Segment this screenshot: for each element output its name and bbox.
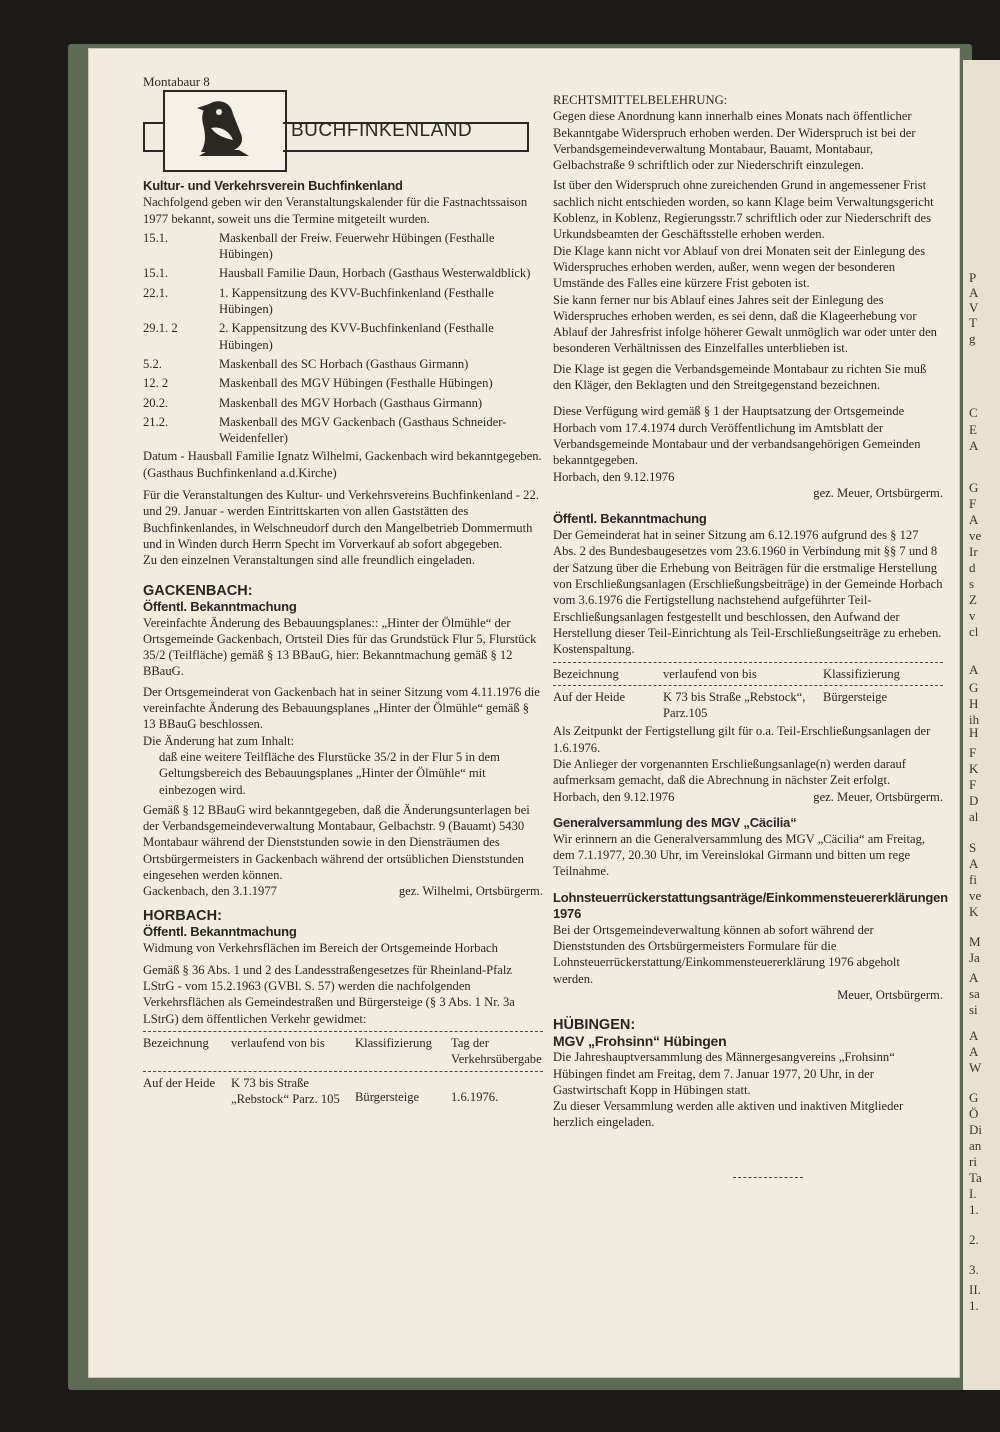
kv-intro: Nachfolgend geben wir den Veranstaltungskalender für die Fastnachtssaison 1977 bekannt, soweit uns die Termine mitgeteilt wurden. — [143, 195, 528, 226]
place-date: Horbach, den 9.12.1976 — [553, 469, 675, 484]
edge-fragment: g — [969, 331, 976, 346]
edge-fragment: A — [969, 662, 979, 677]
left-column — [143, 74, 543, 1107]
kv-datum: Datum - Hausball Familie Ignatz Wilhelmi, Gackenbach wird bekanntgegeben. (Gasthaus Buchfinkenland a.d.Kirche) — [143, 449, 542, 480]
gv-heading: Generalversammlung des MGV „Cäcilia“ — [553, 814, 797, 830]
event-row — [143, 285, 543, 318]
event-list — [143, 230, 543, 447]
table-header-cell: Bezeichnung — [553, 666, 619, 681]
signature-line — [553, 789, 943, 805]
edge-fragment: 2. — [969, 1232, 979, 1247]
rmb-text: Gegen diese Anordnung kann innerhalb eines Monats nach öffentlicher Bekanntgabe Widerspruch erhoben werden. Der Widerspruch ist bei der Verbandsgemeindeverwaltung Montabaur, Bauamt, Montabaur, Gelbachstraße 9 schriftlich oder zur Niederschrift einzulegen. — [553, 109, 916, 173]
edge-fragment: d — [969, 560, 976, 575]
table-header-cell: verlaufend von bis — [663, 666, 757, 681]
signature: Meuer, Ortsbürgerm. — [837, 987, 943, 1002]
edge-fragment: P — [969, 270, 977, 285]
edge-fragment: I. — [969, 1186, 977, 1201]
horbach-text: Widmung von Verkehrsflächen im Bereich der Ortsgemeinde Horbach — [143, 940, 498, 955]
gackenbach-text: Der Ortsgemeinderat von Gackenbach hat in seiner Sitzung vom 4.11.1976 die vereinfachte Änderung des Bebauungsplanes „Hinter der Ölmühle“ gemäß § 13 BBauG beschlossen. — [143, 684, 540, 732]
event-row — [143, 265, 543, 281]
edge-fragment: V — [969, 300, 979, 315]
huebingen-text: Die Jahreshauptversammlung des Männergesangvereins „Frohsinn“ Hübingen findet am Freitag, dem 7. Januar 1977, 20 Uhr, in der Gastwirtschaft Kopp in Hübingen statt. — [553, 1050, 895, 1097]
event-row — [143, 395, 543, 411]
ob-heading: Öffentl. Bekanntmachung — [553, 511, 707, 527]
table-row — [553, 689, 943, 722]
page-header: Montabaur 8 — [143, 74, 210, 89]
gv-text: Wir erinnern an die Generalversammlung des MGV „Cäcilia“ am Freitag, dem 7.1.1977, 20.30 Uhr, im Vereinslokal Girmann und bitten um rege Teilnahme. — [553, 831, 926, 879]
edge-fragment: cl — [969, 624, 979, 639]
rmb-heading: RECHTSMITTELBELEHRUNG: — [553, 93, 728, 107]
place-date: Gackenbach, den 3.1.1977 — [143, 884, 277, 899]
edge-fragment: II. — [969, 1282, 981, 1297]
gackenbach-text: daß eine weitere Teilfläche des Flurstücke 35/2 in der Flur 5 in dem Geltungsbereich des Bebauungsplanes „Hinter der Ölmühle“ mit einbezogen wird. — [159, 749, 500, 797]
signature: gez. Wilhelmi, Ortsbürgerm. — [398, 884, 543, 899]
table-cell: Bürgersteige — [355, 1089, 420, 1104]
edge-fragment: M — [969, 934, 981, 949]
edge-fragment: si — [969, 1002, 978, 1017]
event-text: 1. Kappensitzung des KVV-Buchfinkenland (Festhalle Hübingen) — [219, 285, 494, 317]
edge-fragment: ve — [969, 888, 982, 903]
edge-fragment: v — [969, 608, 976, 623]
edge-fragment: F — [969, 777, 977, 792]
kv-tickets: Für die Veranstaltungen des Kultur- und Verkehrsvereins Buchfinkenland - 22. und 29. Januar - werden Eintrittskarten von allen Gaststätten des Buchfinkenlandes, in Welschneudorf durch den Mangelbetrieb Dommermuth und in Winden durch Herrn Specht im Vorverkauf ab sofort abgegeben. — [143, 488, 539, 551]
edge-fragment: T — [969, 315, 977, 330]
widmung-table — [143, 1031, 543, 1107]
edge-fragment: Di — [969, 1122, 982, 1137]
signature: gez. Meuer, Ortsbürgerm. — [813, 789, 943, 804]
event-row — [143, 320, 543, 353]
table-cell: 1.6.1976. — [451, 1089, 499, 1104]
edge-fragment: ih — [969, 712, 980, 727]
event-text: Hausball Familie Daun, Horbach (Gasthaus Westerwaldblick) — [219, 266, 531, 281]
event-date: 20.2. — [143, 395, 169, 410]
edge-fragment: ve — [969, 528, 982, 543]
edge-fragment: Ja — [969, 950, 980, 965]
edge-fragment: s — [969, 576, 975, 591]
event-text: Maskenball des MGV Horbach (Gasthaus Girmann) — [219, 395, 483, 410]
edge-fragment: Z — [969, 592, 977, 607]
edge-fragment: E — [969, 422, 977, 437]
edge-fragment: Ir — [969, 544, 978, 559]
edge-fragment: W — [969, 1060, 982, 1075]
edge-fragment: fi — [969, 872, 977, 887]
edge-fragment: 1. — [969, 1298, 979, 1313]
kv-heading: Kultur- und Verkehrsverein Buchfinkenland — [143, 178, 403, 194]
rmb-text: Die Klage kann nicht vor Ablauf von drei Monaten seit der Einlegung des Widerspruches erhoben werden, außer, wenn wegen der besonderen Umstände des Falles eine kürzere Frist geboten ist. — [553, 243, 926, 291]
rmb-text: Die Klage ist gegen die Verbandsgemeinde Montabaur zu richten Sie muß den Kläger, den Beklagten und den Streitgegenstand bezeichnen. — [553, 361, 927, 393]
table-header-cell: Bezeichnung — [143, 1036, 209, 1051]
gackenbach-subheading: Öffentl. Bekanntmachung — [143, 598, 297, 614]
table-header-cell: Klassifizierung — [355, 1036, 432, 1051]
edge-fragment: A — [969, 285, 979, 300]
event-date: 15.1. — [143, 266, 169, 281]
ob-text: Als Zeitpunkt der Fertigstellung gilt für o.a. Teil-Erschließungsanlagen der 1.6.1976. — [553, 724, 931, 755]
rmb-text: Diese Verfügung wird gemäß § 1 der Hauptsatzung der Ortsgemeinde Horbach vom 17.4.1974 durch Veröffentlichung im Amtsblatt der Verbandsgemeinde Montabaur und der verbandsangehörigen Gemeinden bekanntgegeben. — [553, 404, 921, 468]
adjacent-page-edge — [963, 60, 1000, 1390]
edge-fragment: S — [969, 840, 977, 855]
event-date: 21.2. — [143, 414, 169, 429]
edge-fragment: A — [969, 856, 979, 871]
edge-fragment: Ta — [969, 1170, 982, 1185]
finch-bird-icon — [179, 94, 269, 164]
ob-text: Der Gemeinderat hat in seiner Sitzung am 6.12.1976 aufgrund des § 127 Abs. 2 des Bundesbaugesetzes vom 23.6.1960 in Verbindung mit §§ 7 und 8 der Satzung über die Erhebung von Beiträgen für die erstmalige Herstellung von Erschließungsanlagen (Erschließungsbeiträge) in der Gemeinde Horbach vom 3.6.1976 die Fertigstellung nachstehend aufgeführter Teil-Erschließungsanlagen festgestellt und beschlossen, den Aufwand der Herstellung dieser Teil-Einrichtung als Teil-Erschließungseiträge zu erheben. Kostenspaltung. — [553, 528, 943, 657]
gackenbach-text: Vereinfachte Änderung des Bebauungsplanes:: „Hinter der Ölmühle“ der Ortsgemeinde Gackenbach, Ortsteil Dies für das Grundstück Flur 5, Flurstück 35/2 (Teilfläche) gemäß § 13 BBauG, hier: Bekanntmachung gemäß § 12 BBauG. — [143, 615, 537, 679]
gackenbach-heading: GACKENBACH: — [143, 582, 253, 599]
event-text: Maskenball des SC Horbach (Gasthaus Girmann) — [219, 356, 469, 371]
table-header-cell: Klassifizierung — [823, 666, 900, 681]
buchfinkenland-logo — [143, 90, 533, 168]
edge-fragment: 1. — [969, 1202, 979, 1217]
end-divider — [733, 1177, 803, 1178]
table-header-cell: verlaufend von bis — [231, 1036, 325, 1051]
huebingen-heading: HÜBINGEN: — [553, 1017, 636, 1034]
edge-fragment: G — [969, 480, 979, 495]
edge-fragment: A — [969, 1044, 979, 1059]
edge-fragment: Ö — [969, 1106, 979, 1121]
lst-text: Bei der Ortsgemeindeverwaltung können ab sofort während der Dienststunden des Ortsbürgermeisters Formulare für die Lohnsteuerrückerstattung/Einkommensteuererklärung 1976 abgeholt werden. — [553, 922, 900, 986]
edge-fragment: K — [969, 904, 979, 919]
place-date: Horbach, den 9.12.1976 — [553, 789, 675, 804]
table-row — [143, 1075, 543, 1108]
erschliessung-table — [553, 662, 943, 722]
edge-fragment: F — [969, 745, 977, 760]
table-header-cell: Tag der Verkehrsübergabe — [451, 1036, 542, 1067]
edge-fragment: A — [969, 970, 979, 985]
table-cell: K 73 bis Straße „Rebstock“ Parz. 105 — [231, 1075, 340, 1106]
right-column — [553, 92, 948, 1178]
event-text: Maskenball des MGV Gackenbach (Gasthaus Schneider-Weidenfeller) — [219, 414, 507, 446]
lst-heading: Lohnsteuerrückerstattungsanträge/Einkommensteuererklärungen 1976 — [553, 889, 948, 921]
edge-fragment: H — [969, 725, 979, 740]
horbach-heading: HORBACH: — [143, 907, 222, 924]
edge-fragment: F — [969, 496, 977, 511]
table-cell: Bürgersteige — [823, 689, 888, 704]
event-row — [143, 356, 543, 372]
edge-fragment: sa — [969, 986, 980, 1001]
gackenbach-text: Die Änderung hat zum Inhalt: — [143, 733, 295, 748]
event-date: 22.1. — [143, 285, 169, 300]
rmb-text: Ist über den Widerspruch ohne zureichenden Grund in angemessener Frist sachlich nicht entschieden worden, so kann Klage beim Verwaltungsgericht Koblenz, in Koblenz, Regierungsstr.7 schriftlich oder zur Niederschrift des Urkundsbeamten der Geschäftsstelle erhoben werden. — [553, 178, 934, 242]
event-text: Maskenball des MGV Hübingen (Festhalle Hübingen) — [219, 376, 493, 391]
edge-fragment: D — [969, 793, 979, 808]
gackenbach-text: Gemäß § 12 BBauG wird bekanntgegeben, daß die Änderungsunterlagen bei der Verbandsgemeindeverwaltung Montabaur, Gelbachstr. 9 (Bauamt) 5430 Montabaur während der Dienststunden sowie in den Diensträumen des Ortsbürgermeisters in Gackenbach während der ortsüblichen Dienststunden eingesehen werden können. — [143, 802, 530, 882]
event-text: 2. Kappensitzung des KVV-Buchfinkenland (Festhalle Hübingen) — [219, 321, 494, 352]
table-cell: Auf der Heide — [553, 689, 626, 704]
rmb-text: Sie kann ferner nur bis Ablauf eines Jahres seit der Einlegung des Widerspruches erhoben werden, es sei denn, daß die Klageerhebung vor Ablauf der Jahresfrist infolge höherer Gewalt unmöglich war oder unter den besonderen Verhältnissen des Einzelfalles unterblieben ist. — [553, 292, 937, 356]
newspaper-page — [88, 48, 960, 1378]
ob-text: Die Anlieger der vorgenannten Erschließungsanlage(n) werden darauf aufmerksam gemacht, daß die Abrechnung in nächster Zeit erfolgt. — [553, 756, 906, 788]
logo-title: BUCHFINKENLAND — [291, 120, 473, 142]
edge-fragment: A — [969, 1028, 979, 1043]
edge-fragment: A — [969, 438, 979, 453]
event-row — [143, 375, 543, 391]
event-date: 12. 2 — [143, 376, 169, 391]
edge-fragment: A — [969, 512, 979, 527]
edge-fragment: an — [969, 1138, 982, 1153]
signature: gez. Meuer, Ortsbürgerm. — [813, 485, 943, 500]
event-date: 5.2. — [143, 356, 162, 371]
edge-fragment: ri — [969, 1154, 977, 1169]
edge-fragment: 3. — [969, 1262, 979, 1277]
event-text: Maskenball der Freiw. Feuerwehr Hübingen (Festhalle Hübingen) — [219, 230, 495, 262]
edge-fragment: K — [969, 761, 979, 776]
kv-invite: Zu den einzelnen Veranstaltungen sind alle freundlich eingeladen. — [143, 553, 475, 568]
huebingen-text: Zu dieser Versammlung werden alle aktiven und inaktiven Mitglieder herzlich eingeladen. — [553, 1099, 904, 1130]
edge-fragment: al — [969, 809, 979, 824]
horbach-subheading: Öffentl. Bekanntmachung — [143, 923, 297, 939]
horbach-text: Gemäß § 36 Abs. 1 und 2 des Landesstraßengesetzes für Rheinland-Pfalz LStrG - vom 15.2.1963 (GVBl. S. 57) werden die nachfolgenden Verkehrsflächen als Gemeindestraßen und Bürgersteige (§ 3 Abs. 1 Nr. 3a LStrG) dem öffentlichen Verkehr gewidmet: — [143, 962, 515, 1026]
table-cell: K 73 bis Straße „Rebstock“, Parz.105 — [663, 689, 806, 721]
event-date: 29.1. 2 — [143, 321, 178, 336]
table-header-row — [553, 666, 943, 682]
signature-line — [143, 883, 543, 899]
table-header-row — [143, 1035, 543, 1068]
table-cell: Auf der Heide — [143, 1075, 216, 1090]
edge-fragment: G — [969, 680, 979, 695]
huebingen-subheading: MGV „Frohsinn“ Hübingen — [553, 1033, 727, 1050]
event-row — [143, 414, 543, 447]
edge-fragment: G — [969, 1090, 979, 1105]
event-date: 15.1. — [143, 230, 169, 245]
event-row — [143, 230, 543, 263]
edge-fragment: H — [969, 696, 979, 711]
edge-fragment: C — [969, 405, 978, 420]
